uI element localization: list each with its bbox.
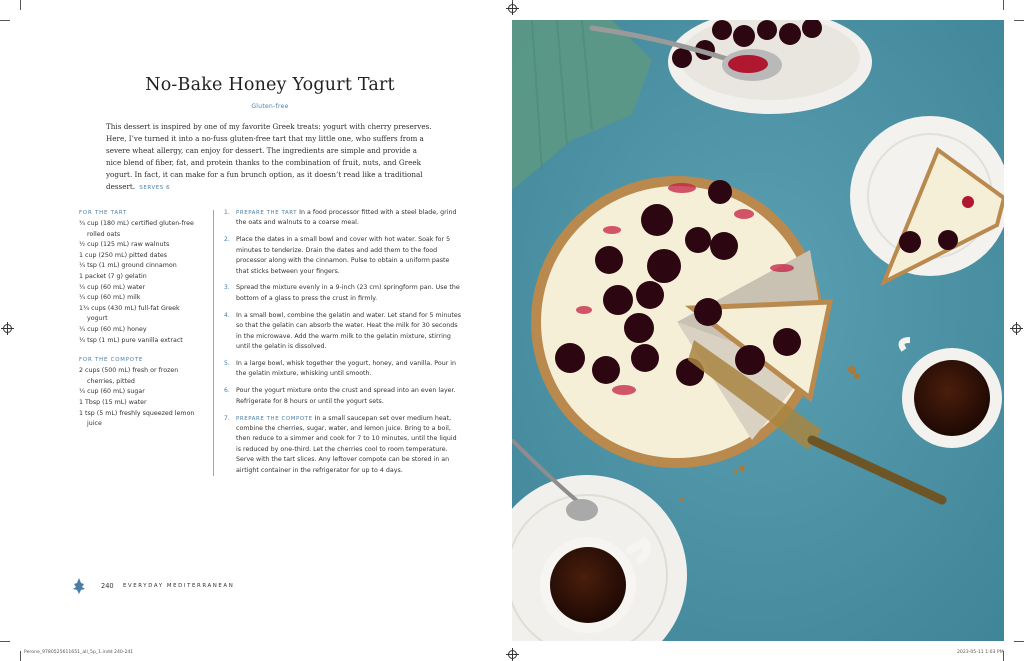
step-text: In a small bowl, combine the gelatin and water. Let stand for 5 minutes so that the gelatin can absorb the water. Heat the milk for 30 seconds in the microwave. Add the warm milk to the gelatin mixture, stirring until the gelatin is dissolved. <box>236 311 462 350</box>
step-item <box>224 235 462 277</box>
method-steps <box>224 208 462 482</box>
coffee-right <box>914 360 990 436</box>
step-item <box>224 208 462 229</box>
step-item <box>224 386 462 407</box>
step-item <box>224 311 462 353</box>
ingredient-item: ¼ cup (60 mL) honey <box>79 325 147 333</box>
recipe-title: No-Bake Honey Yogurt Tart <box>145 75 395 95</box>
crop-mark <box>1003 0 1004 10</box>
step-text: In a food processor fitted with a steel blade, grind the oats and walnuts to a coarse meal. <box>236 209 457 227</box>
crop-mark <box>1014 20 1024 21</box>
ingredient-item: 1 tsp (5 mL) freshly squeezed lemon juice <box>79 409 195 428</box>
slug-date: 2023-05-11 1:03 PM <box>957 650 1004 655</box>
ingredient-item: ¼ tsp (1 mL) pure vanilla extract <box>79 336 183 344</box>
saucer-spoon-head <box>566 499 598 521</box>
registration-mark-icon <box>508 4 517 13</box>
column-divider <box>213 210 214 476</box>
ingredient-item: ¾ cup (180 mL) certified gluten-free rolled oats <box>79 220 194 238</box>
step-text: In a large bowl, whisk together the yogurt, honey, and vanilla. Pour in the gelatin mixture, whisking until smooth. <box>236 359 457 378</box>
recipe-intro <box>106 121 432 195</box>
crop-mark <box>0 641 10 642</box>
registration-mark-icon <box>3 324 12 333</box>
compote-ingredients-heading: FOR THE COMPOTE <box>79 357 144 364</box>
running-footer-title: EVERYDAY MEDITERRANEAN <box>123 583 235 589</box>
registration-mark-icon <box>1012 324 1021 333</box>
crop-mark <box>1014 641 1024 642</box>
ingredient-item: ¼ cup (60 mL) milk <box>79 294 141 302</box>
step-number: 1. <box>224 209 230 216</box>
registration-mark-icon <box>508 650 517 659</box>
coffee-bottom <box>550 547 626 623</box>
step-number: 5. <box>224 359 230 367</box>
tart-photo <box>512 20 1004 641</box>
step-lead: PREPARE THE COMPOTE <box>236 415 313 422</box>
ingredient-item: ½ cup (125 mL) raw walnuts <box>79 241 170 249</box>
ingredient-item: 1 Tbsp (15 mL) water <box>79 398 147 406</box>
step-lead: PREPARE THE TART <box>236 210 298 216</box>
step-text: Pour the yogurt mixture onto the crust and spread into an even layer. Refrigerate for 8 hours or until the yogurt sets. <box>236 387 456 405</box>
step-item <box>224 359 462 380</box>
slug-filename: Perone_9780525611651_all_5p_1.indd 240-241 <box>24 650 134 655</box>
step-number: 6. <box>224 387 230 395</box>
tart-ingredient-list <box>79 219 199 346</box>
ingredient-item: ¼ cup (60 mL) sugar <box>79 388 145 396</box>
ingredient-item: 1 packet (7 g) gelatin <box>79 272 147 280</box>
ingredient-item: 1¾ cups (430 mL) full-fat Greek yogurt <box>79 304 180 323</box>
crop-mark <box>0 20 10 21</box>
spoon-compote <box>728 55 768 73</box>
crop-mark <box>20 0 21 10</box>
step-number: 2. <box>224 236 230 244</box>
recipe-tag: Gluten-free <box>251 103 289 110</box>
ingredient-item: 1 cup (250 mL) pitted dates <box>79 251 168 259</box>
serves-label: SERVES 6 <box>139 185 171 192</box>
ingredient-item: ¼ tsp (1 mL) ground cinnamon <box>79 262 177 270</box>
step-number: 7. <box>224 414 230 422</box>
intro-text: This dessert is inspired by one of my favorite Greek treats: yogurt with cherry preserves. Here, I’ve turned it into a no-fuss gluten-free tart that my little one, who suffers from a severe wheat allergy, can enjoy for dessert. The ingredients are simple and provide a nice blend of fiber, fat, and protein thanks to the combination of fruit, nuts, and Greek yogurt. In fact, it can make for a fun brunch option, as it doesn’t read like a traditional dessert. <box>106 122 432 192</box>
ingredient-item: 2 cups (500 mL) fresh or frozen cherries, pitted <box>79 367 179 385</box>
step-number: 4. <box>224 311 230 319</box>
ingredient-item: ¼ cup (60 mL) water <box>79 283 146 291</box>
crop-mark <box>20 651 21 661</box>
step-item <box>224 283 462 304</box>
step-text: In a small saucepan set over medium heat, combine the cherries, sugar, water, and lemon juice. Bring to a boil, then reduce to a simmer and cook for 7 to 10 minutes, until the liquid is reduced by one-third. Let the cherries cool to room temperature. Serve with the tart slices. Any leftover compote can be stored in an airtight container in the refrigerator for up to 4 days. <box>236 414 457 474</box>
book-ornament-icon <box>72 578 86 594</box>
page-number: 240 <box>101 582 114 590</box>
step-item <box>224 414 462 476</box>
compote-ingredient-list <box>79 366 199 430</box>
food-photo-illustration <box>512 20 1004 641</box>
ingredients-column <box>79 208 199 430</box>
tart-ingredients-heading: FOR THE TART <box>79 210 128 216</box>
step-number: 3. <box>224 284 230 292</box>
step-text: Place the dates in a small bowl and cover with hot water. Soak for 5 minutes to tenderize. Drain the dates and add them to the food processor along with the cinnamon. Pulse to obtain a uniform paste that sticks between your fingers. <box>236 236 451 275</box>
step-text: Spread the mixture evenly in a 9-inch (23 cm) springform pan. Use the bottom of a glass to press the crust in firmly. <box>236 284 460 302</box>
